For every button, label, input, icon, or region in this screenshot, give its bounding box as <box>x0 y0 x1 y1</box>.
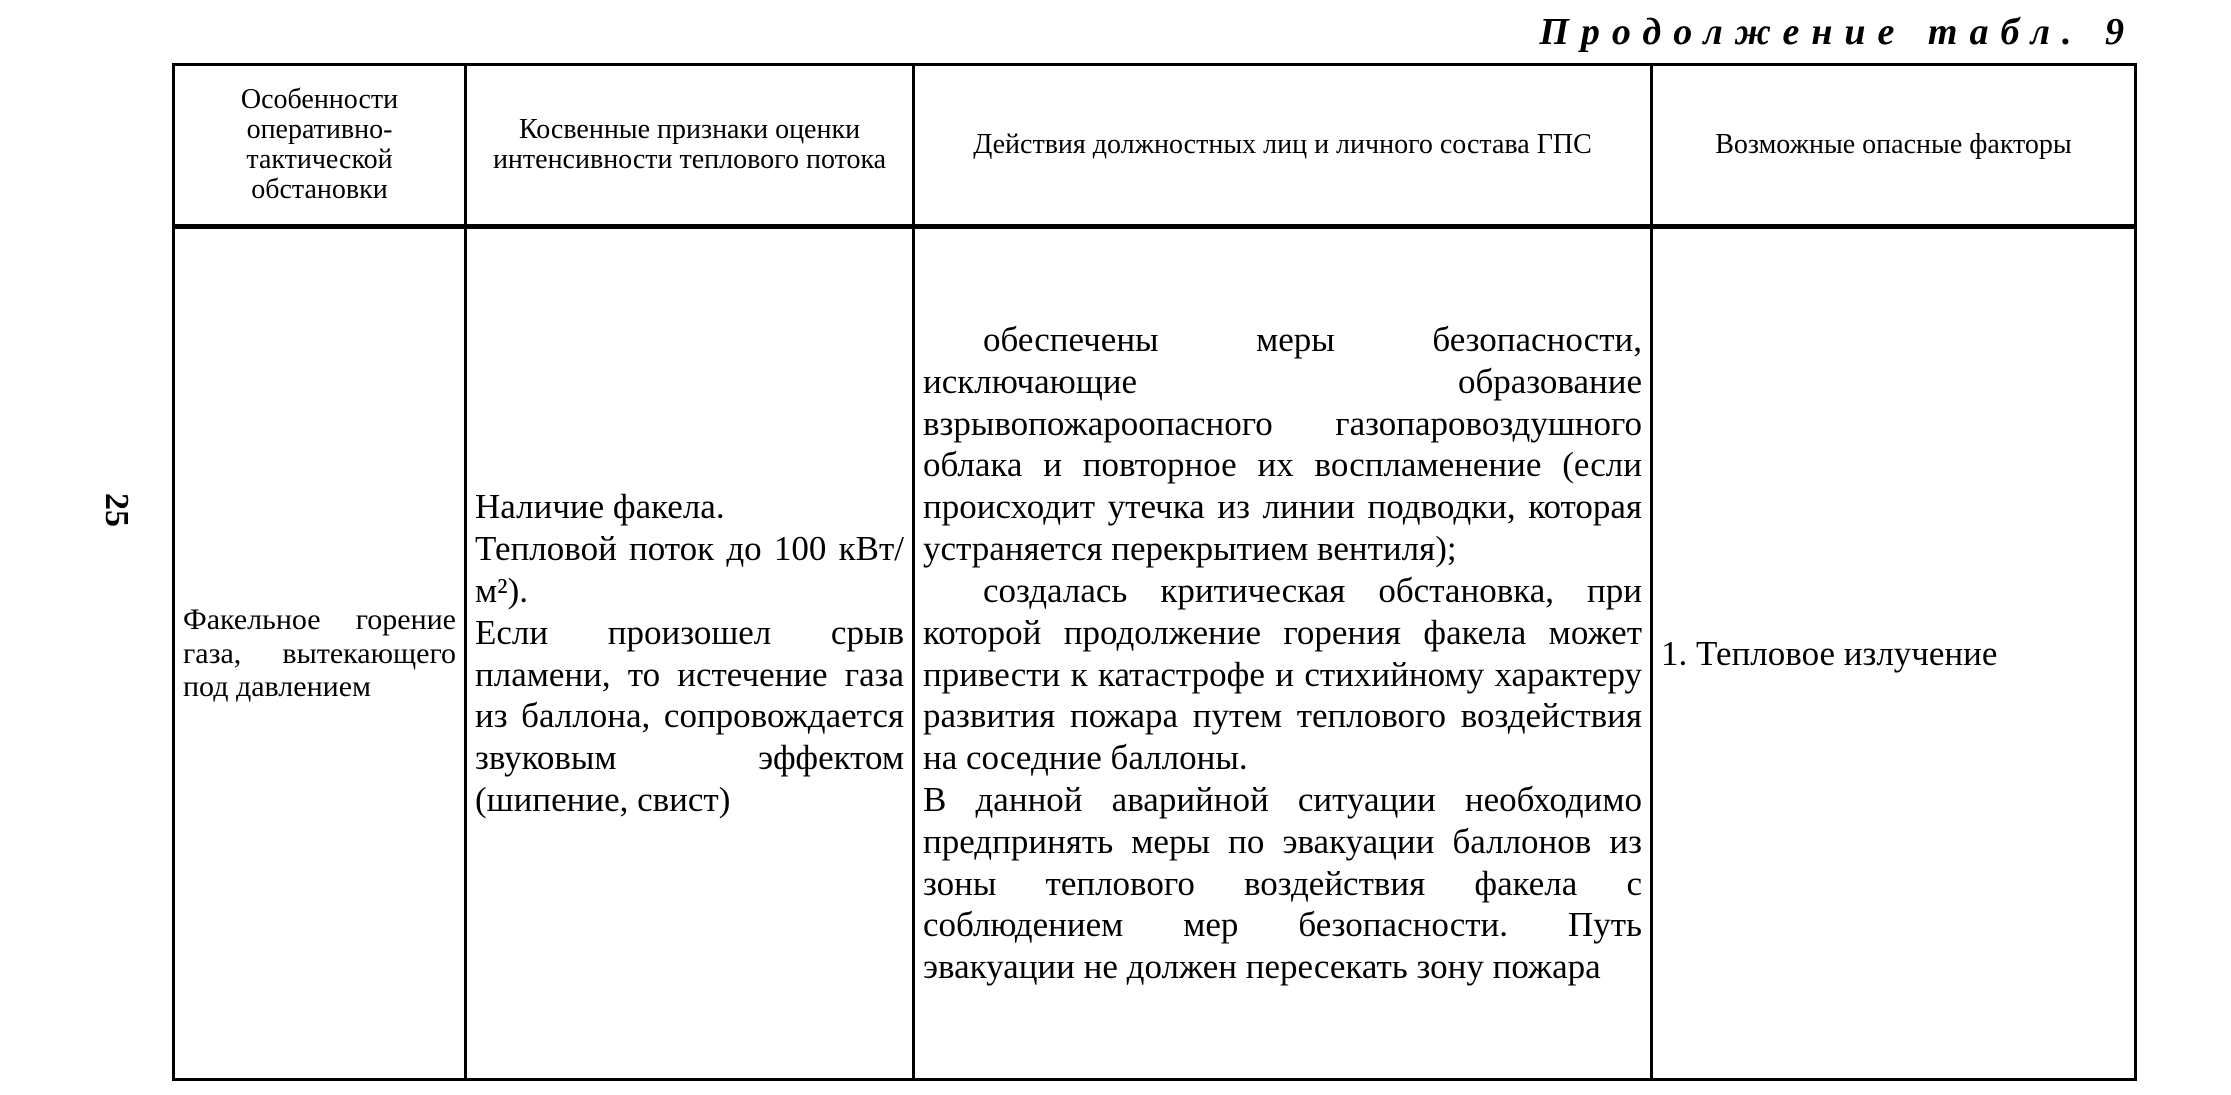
cell-features: Факельное горение газа, вытекающего под давлением <box>174 227 466 1080</box>
table-body <box>174 227 2136 1080</box>
header-hazards: Возможные опасные факторы <box>1652 65 2136 227</box>
action-paragraph-3: В данной аварийной ситуации необходимо предпринять меры по эвакуации баллонов из зоны теплового воздействия факела с соблюдением мер безопасности. Путь эвакуации не должен пересекать зону пожара <box>923 779 1642 987</box>
action-paragraph-2: создалась критическая обстановка, при которой продолжение горения факела может привести к катастрофе и стихийному характеру развития пожара путем теплового воздействия на соседние баллоны. <box>923 570 1642 778</box>
header-features: Особенности оперативно-тактической обстановки <box>174 65 466 227</box>
document-table <box>172 63 2137 1081</box>
cell-hazards: 1. Тепловое излучение <box>1652 227 2136 1080</box>
cell-indicators <box>466 227 914 1080</box>
table-caption: Продолжение табл. 9 <box>1539 11 2136 53</box>
page-number: 25 <box>98 493 135 527</box>
header-row <box>174 65 2136 227</box>
indicator-line-3: Если произошел срыв пламени, то истечение газа из баллона, сопровождается звуковым эффектом (шипение, свист) <box>475 612 904 819</box>
header-indicators: Косвенные признаки оценки интенсивности теплового потока <box>466 65 914 227</box>
table-row <box>174 227 2136 1080</box>
action-paragraph-1: обеспечены меры безопасности, исключающие образование взрывопожароопасного газопаровоздушного облака и повторное их воспламенение (если происходит утечка из линии подводки, которая устраняется перекрытием вентиля); <box>923 320 1642 569</box>
indicator-line-1: Наличие факела. <box>475 487 725 527</box>
header-actions: Действия должностных лиц и личного состава ГПС <box>914 65 1652 227</box>
indicator-line-2: Тепловой поток до 100 кВт/м²). <box>475 529 904 610</box>
cell-actions <box>914 227 1652 1080</box>
table-header <box>174 65 2136 227</box>
